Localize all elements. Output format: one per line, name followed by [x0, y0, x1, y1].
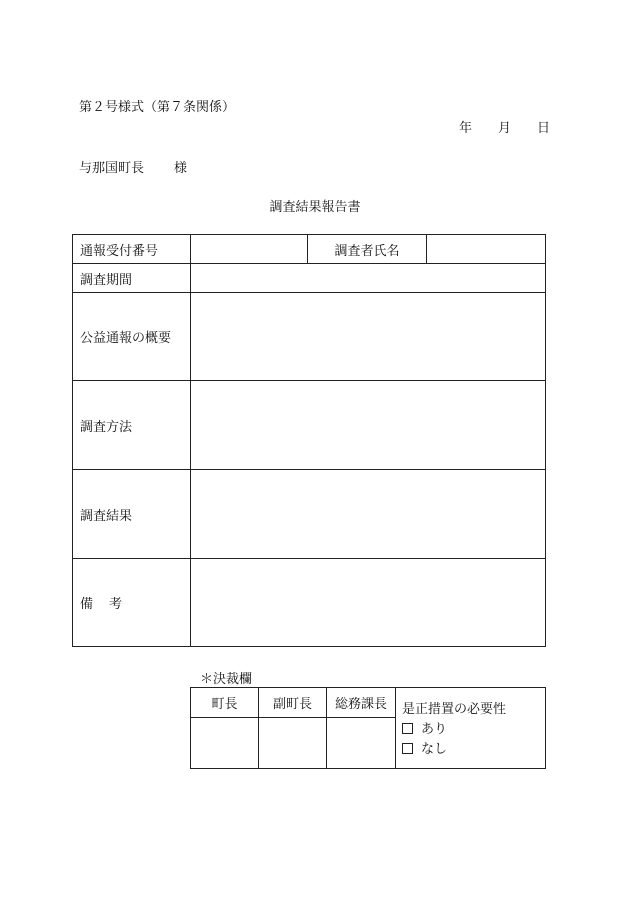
period-label: 調査期間 — [73, 264, 191, 293]
table-row — [73, 264, 546, 293]
approval-col-mayor: 町長 — [191, 688, 259, 718]
option-no[interactable] — [402, 740, 545, 760]
approval-col-deputy-mayor: 副町長 — [259, 688, 327, 718]
remarks-field[interactable] — [191, 559, 546, 647]
date-month: 月 — [498, 121, 512, 136]
remarks-label-char-2: 考 — [109, 597, 123, 612]
approval-table — [190, 687, 546, 769]
result-label: 調査結果 — [73, 470, 191, 559]
receipt-number-field[interactable] — [191, 235, 308, 264]
corrective-action-necessity — [396, 688, 546, 769]
seal-box-deputy-mayor[interactable] — [259, 718, 327, 769]
table-row — [73, 559, 546, 647]
date-day: 日 — [537, 121, 551, 136]
form-number: 第２号様式（第７条関係） — [79, 100, 236, 115]
table-row — [191, 688, 546, 718]
option-no-label: なし — [421, 742, 448, 757]
checkbox-icon[interactable] — [402, 723, 413, 734]
addressee — [79, 157, 187, 176]
receipt-number-label: 通報受付番号 — [73, 235, 191, 264]
summary-field[interactable] — [191, 293, 546, 381]
seal-box-general-affairs-chief[interactable] — [327, 718, 396, 769]
seal-box-mayor[interactable] — [191, 718, 259, 769]
report-table — [72, 234, 546, 647]
investigator-name-label: 調査者氏名 — [308, 235, 427, 264]
document-title: 調査結果報告書 — [269, 200, 361, 215]
date-year: 年 — [459, 121, 473, 136]
necessity-label: 是正措置の必要性 — [402, 702, 507, 717]
table-row — [73, 293, 546, 381]
period-field[interactable] — [191, 264, 546, 293]
table-row — [73, 381, 546, 470]
table-row — [73, 470, 546, 559]
addressee-name: 与那国町長 — [79, 161, 145, 176]
remarks-label — [73, 559, 191, 647]
method-label: 調査方法 — [73, 381, 191, 470]
result-field[interactable] — [191, 470, 546, 559]
addressee-honorific: 様 — [174, 161, 188, 176]
option-yes-label: あり — [421, 722, 448, 737]
method-field[interactable] — [191, 381, 546, 470]
approval-col-general-affairs-chief: 総務課長 — [327, 688, 396, 718]
investigator-name-field[interactable] — [427, 235, 546, 264]
remarks-label-char-1: 備 — [80, 597, 94, 612]
summary-label: 公益通報の概要 — [73, 293, 191, 381]
table-row — [73, 235, 546, 264]
option-yes[interactable] — [402, 720, 545, 740]
date-line — [459, 117, 550, 136]
checkbox-icon[interactable] — [402, 743, 413, 754]
approval-heading: ＊決裁欄 — [200, 672, 253, 687]
